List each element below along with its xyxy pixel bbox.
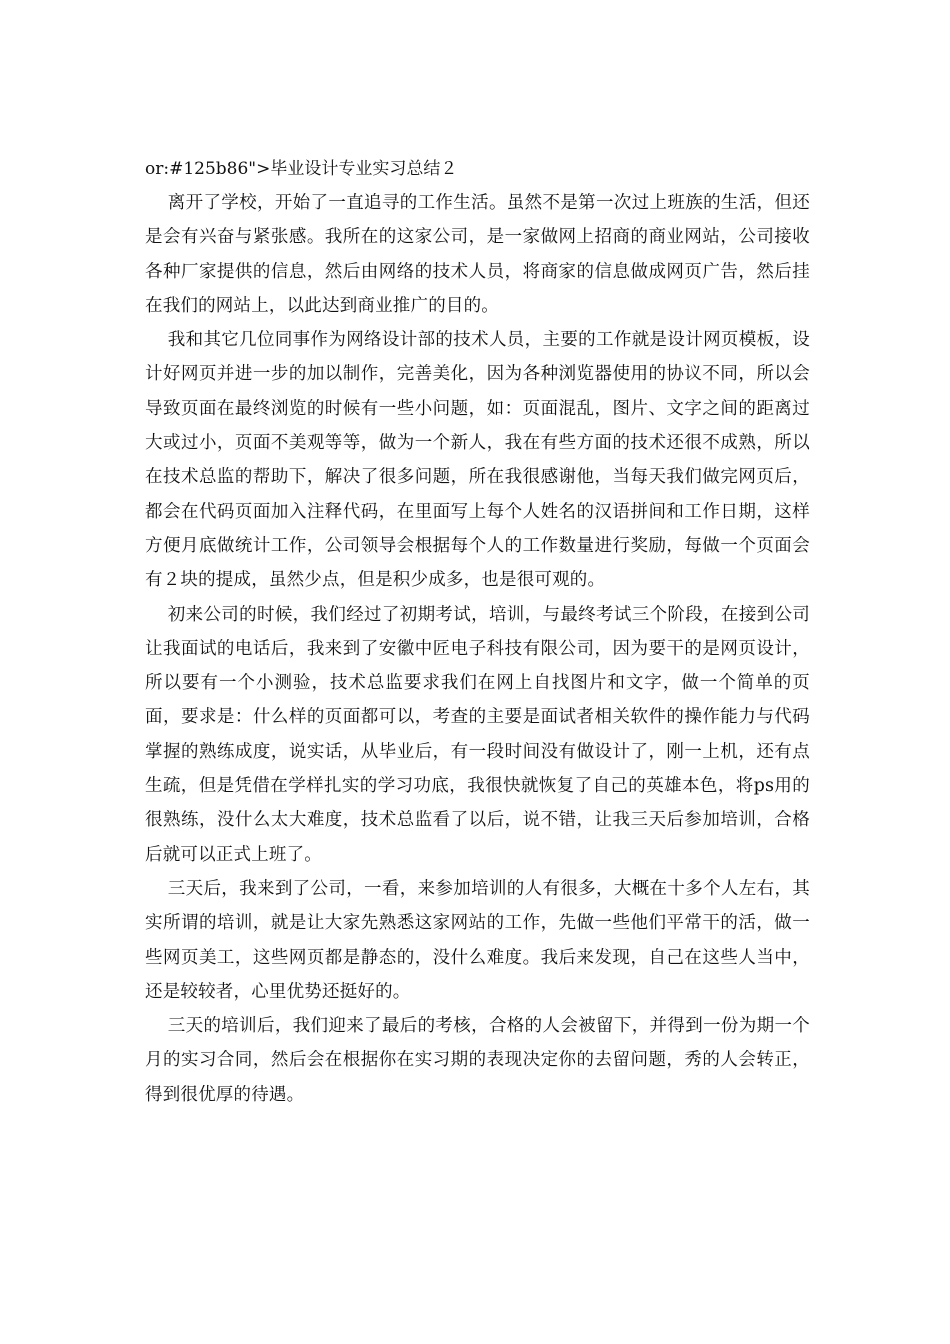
paragraph-2: 我和其它几位同事作为网络设计部的技术人员，主要的工作就是设计网页模板，设计好网页并进一步的加以制作，完善美化，因为各种浏览器使用的协议不同，所以会导致页面在最终浏览的时候有一些小问题，如：页面混乱，图片、文字之间的距离过大或过小，页面不美观等等，做为一个新人，我在有些方面的技术还很不成熟，所以在技术总监的帮助下，解决了很多问题，所在我很感谢他，当每天我们做完网页后，都会在代码页面加入注释代码，在里面写上每个人姓名的汉语拼间和工作日期，这样方便月底做统计工作，公司领导会根据每个人的工作数量进行奖励，每做一个页面会有２块的提成，虽然少点，但是积少成多，也是很可观的。: [145, 330, 810, 591]
paragraph-4: 三天后，我来到了公司，一看，来参加培训的人有很多，大概在十多个人左右，其实所谓的培训，就是让大家先熟悉这家网站的工作，先做一些他们平常干的活，做一些网页美工，这些网页都是静态的，没什么难度。我后来发现，自己在这些人当中，还是较较者，心里优势还挺好的。: [145, 878, 810, 1002]
document-title: or:#125b86">毕业设计专业实习总结２: [145, 159, 458, 179]
paragraph-1: 离开了学校，开始了一直追寻的工作生活。虽然不是第一次过上班族的生活，但还是会有兴奋与紧张感。我所在的这家公司，是一家做网上招商的商业网站，公司接收各种厂家提供的信息，然后由网络的技术人员，将商家的信息做成网页广告，然后挂在我们的网站上，以此达到商业推广的目的。: [145, 193, 810, 316]
document-page: [145, 152, 810, 1112]
paragraph-3: 初来公司的时候，我们经过了初期考试，培训，与最终考试三个阶段，在接到公司让我面试的电话后，我来到了安徽中匠电子科技有限公司，因为要干的是网页设计，所以要有一个小测验，技术总监要求我们在网上自找图片和文字，做一个简单的页面，要求是：什么样的页面都可以，考查的主要是面试者相关软件的操作能力与代码掌握的熟练成度，说实话，从毕业后，有一段时间没有做设计了，刚一上机，还有点生疏，但是凭借在学样扎实的学习功底，我很快就恢复了自己的英雄本色，将ps用的很熟练，没什么太大难度，技术总监看了以后，说不错，让我三天后参加培训，合格后就可以正式上班了。: [145, 604, 810, 865]
paragraph-5: 三天的培训后，我们迎来了最后的考核，合格的人会被留下，并得到一份为期一个月的实习合同，然后会在根据你在实习期的表现决定你的去留问题，秀的人会转正，得到很优厚的待遇。: [145, 1016, 810, 1105]
